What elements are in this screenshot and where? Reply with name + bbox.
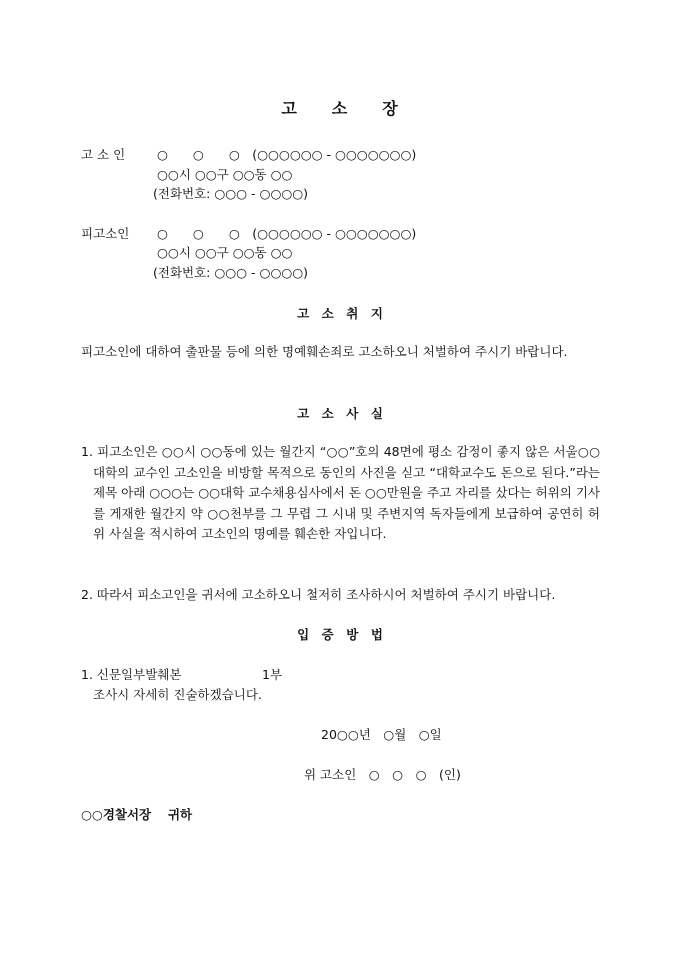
complainant-label: 고 소 인 xyxy=(81,147,126,162)
evidence-item-1: 1. 신문일부발췌본 xyxy=(81,667,182,682)
purpose-text: 피고소인에 대하여 출판물 등에 의한 명예훼손죄로 고소하오니 처벌하여 주시기 바랍니다. xyxy=(81,344,568,359)
complainant-phone: (전화번호: ○○○ - ○○○○) xyxy=(153,186,309,201)
evidence-item-1-quantity: 1부 xyxy=(262,667,283,682)
complainant-address: ○○시 ○○구 ○○동 ○○ xyxy=(157,167,293,182)
accused-label: 피고소인 xyxy=(81,226,130,241)
facts-heading: 고 소 사 실 xyxy=(297,406,383,421)
evidence-heading: 입 증 방 법 xyxy=(297,627,383,642)
evidence-note: 조사시 자세히 진술하겠습니다. xyxy=(93,687,262,702)
facts-item-2: 2. 따라서 피소고인을 귀서에 고소하오니 철저히 조사하시어 처벌하여 주시기 바랍니다. xyxy=(81,587,556,602)
facts-item-1: 1. 피고소인은 ○○시 ○○동에 있는 월간지 “○○”호의 48면에 평소 감정이 좋지 않은 서울○○대학의 교수인 고소인을 비방할 목적으로 동인의 사진을 싣고 “대학교수도 돈으로 된다.”라는 제목 아래 ○○○는 ○○대학 교수채용심사에서 돈 ○○만원을 주고 자리를 샀다는 허위의 기사를 게재한 월간지 약 ○○천부를 그 무렵 그 시내 및 주변지역 독자들에게 보급하여 공연히 허위 사실을 적시하여 고소인의 명예를 훼손한 자입니다. xyxy=(81,444,600,541)
complainant-signature: 위 고소인 ○ ○ ○ (인) xyxy=(304,767,461,782)
accused-address: ○○시 ○○구 ○○동 ○○ xyxy=(157,245,293,260)
accused-phone: (전화번호: ○○○ - ○○○○) xyxy=(153,265,309,280)
document-title: 고 소 장 xyxy=(281,99,399,118)
purpose-heading: 고 소 취 지 xyxy=(297,306,383,321)
document-date: 20○○년 ○월 ○일 xyxy=(321,727,442,742)
addressee: ○○경찰서장 귀하 xyxy=(81,807,193,822)
accused-name-id: ○ ○ ○ (○○○○○○ - ○○○○○○○) xyxy=(157,226,417,241)
complainant-name-id: ○ ○ ○ (○○○○○○ - ○○○○○○○) xyxy=(157,147,417,162)
